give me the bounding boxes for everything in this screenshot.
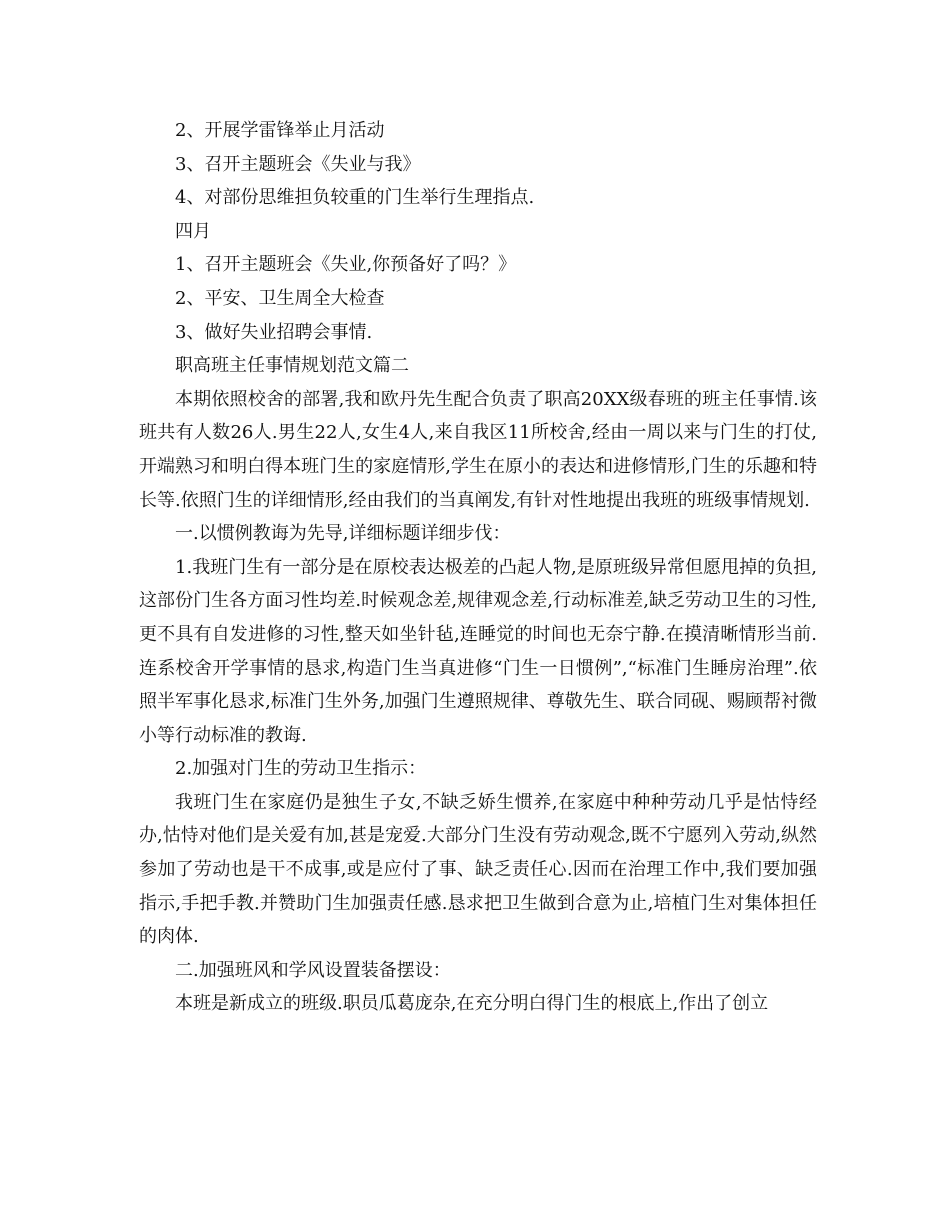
paragraph-labor-hygiene: 我班门生在家庭仍是独生子女,不缺乏娇生惯养,在家庭中种种劳动几乎是怙恃经办,怙恃对他们是关爱有加,甚是宠爱.大部分门生没有劳动观念,既不宁愿列入劳动,纵然参加了劳动也是干不成事,或是应付了事、缺乏责任心.因而在治理工作中,我们要加强指示,手把手教.并赞助门生加强责任感.恳求把卫生做到合意为止,培植门生对集体担任的肉体. — [139, 791, 817, 948]
paragraph-routine-education: 1.我班门生有一部分是在原校表达极差的凸起人物,是原班级异常但愿甩掉的负担,这部份门生各方面习性均差.时候观念差,规律观念差,行动标准差,缺乏劳动卫生的习性,更不具有自发进修的习性,整天如坐针毡,连睡觉的时间也无奈宁静.在摸清晰情形当前.连系校舍开学事情的恳求,构造门生当真进修“门生一日惯例”,“标准门生睡房治理”.依照半军事化恳求,标准门生外务,加强门生遵照规律、尊敬先生、联合同砚、赐顾帮衬微小等行动标准的教诲. — [139, 556, 817, 746]
list-item-inspection: 2、平安、卫生周全大检查 — [175, 287, 385, 309]
intro-paragraph: 本期依照校舍的部署,我和欧丹先生配合负责了职高20XX级春班的班主任事情.该班共有人数26人.男生22人,女生4人,来自我区11所校舍,经由一周以来与门生的打仗,开端熟习和明白得本班门生的家庭情形,学生在原小的表达和进修情形,门生的乐趣和特长等.依照门生的详细情形,经由我们的当真阐发,有针对性地提出我班的班级事情规划. — [139, 388, 817, 511]
list-item-counseling: 4、对部份思维担负较重的门生举行生理指点. — [175, 187, 535, 209]
list-item-class-meeting-ready: 1、召开主题班会《失业,你预备好了吗？》 — [175, 254, 517, 276]
list-item-job-fair: 3、做好失业招聘会事情. — [175, 321, 373, 343]
heading-class-style: 二.加强班风和学风设置装备摆设： — [175, 959, 451, 981]
list-item-class-meeting-jobs: 3、召开主题班会《失业与我》 — [175, 153, 421, 175]
month-heading-april: 四月 — [175, 220, 211, 242]
paragraph-class-style: 本班是新成立的班级.职员瓜葛庞杂,在充分明白得门生的根底上,作出了创立 — [175, 993, 769, 1015]
list-item-activity-leifeng: 2、开展学雷锋举止月活动 — [175, 120, 385, 141]
heading-routine-education: 一.以惯例教诲为先导,详细标题详细步伐： — [175, 523, 511, 545]
section-title: 职高班主任事情规划范文篇二 — [175, 355, 409, 377]
document-body — [139, 114, 817, 1021]
heading-labor-hygiene: 2.加强对门生的劳动卫生指示： — [175, 758, 427, 780]
